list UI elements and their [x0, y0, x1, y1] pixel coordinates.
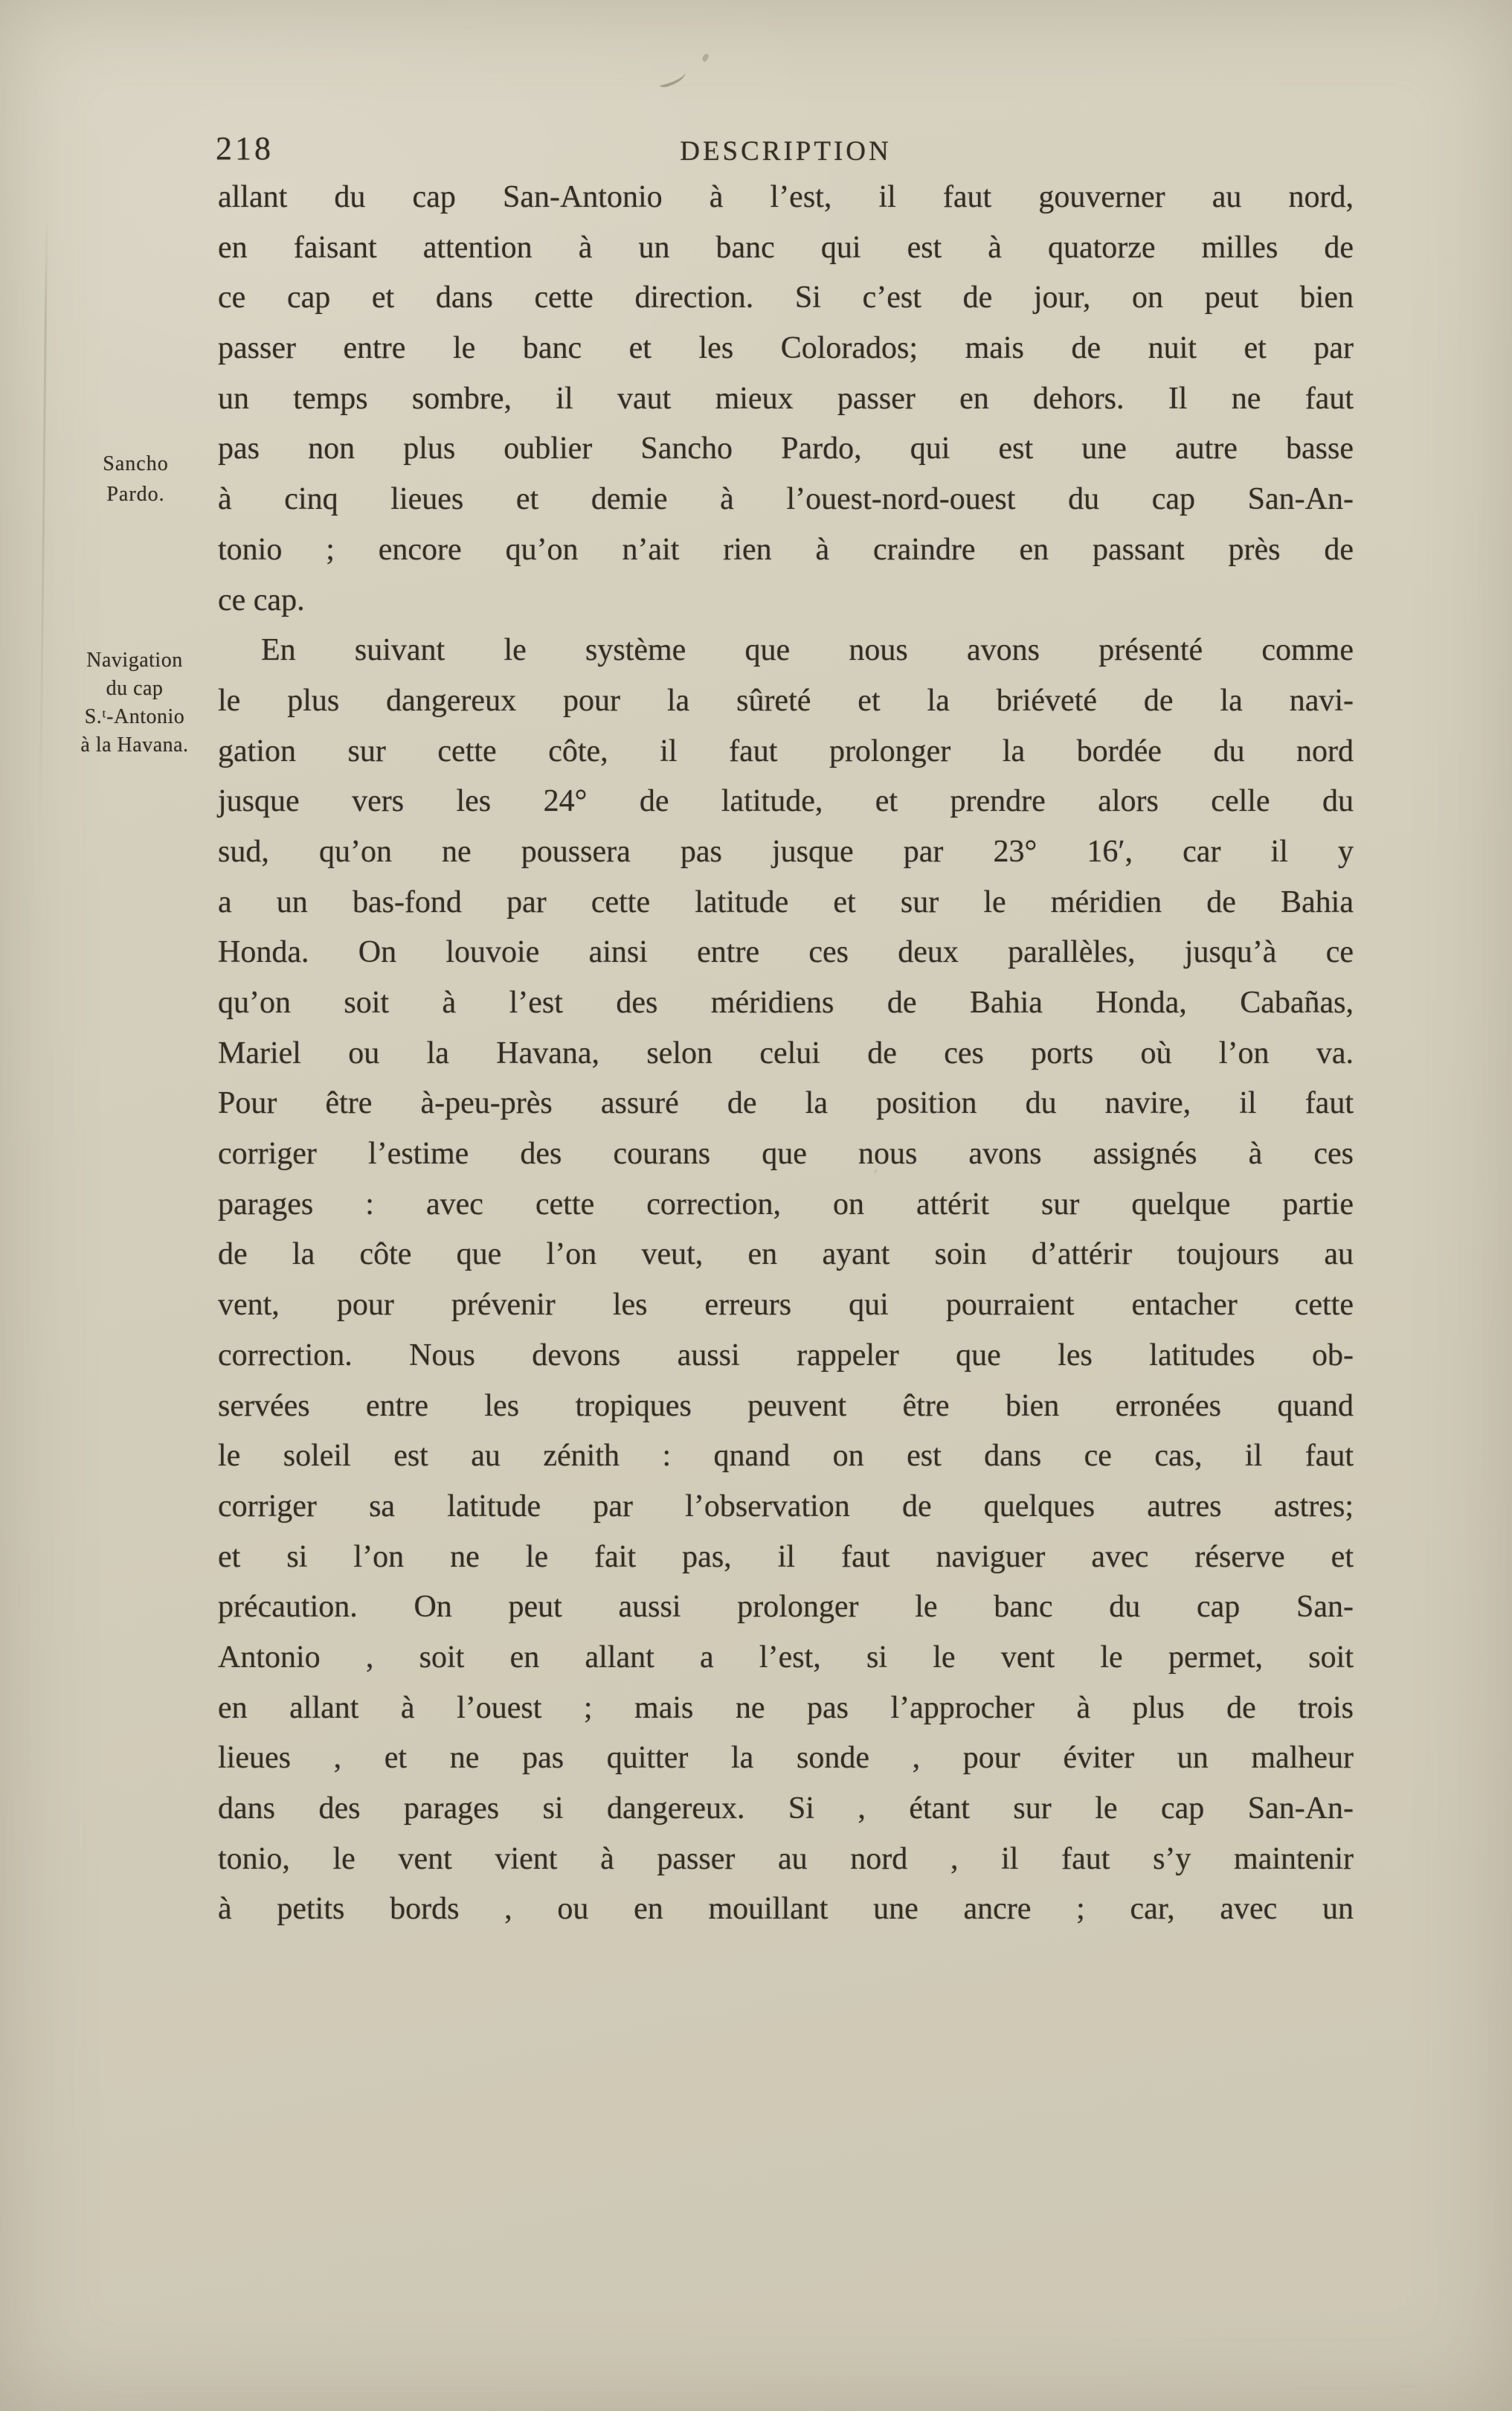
- body-text-line: correction. Nous devons aussi rappeler que les latitudes ob-: [218, 1338, 1354, 1373]
- body-text-line: tonio, le vent vient à passer au nord , il faut s’y maintenir: [218, 1841, 1354, 1876]
- scan-speck: [701, 53, 710, 62]
- body-text-line: à cinq lieues et demie à l’ouest-nord-ouest du cap San-An-: [218, 482, 1354, 517]
- margin-note-line: du cap: [106, 677, 164, 700]
- body-text-line: pas non plus oublier Sancho Pardo, qui est une autre basse: [218, 431, 1354, 466]
- body-text-line: en allant à l’ouest ; mais ne pas l’approcher à plus de trois: [218, 1690, 1354, 1725]
- body-text-line: allant du cap San-Antonio à l’est, il faut gouverner au nord,: [218, 180, 1354, 214]
- body-text-line: sud, qu’on ne poussera pas jusque par 23° 16′, car il y: [218, 834, 1354, 869]
- body-text-line: le plus dangereux pour la sûreté et la briéveté de la navi-: [218, 683, 1354, 718]
- margin-note-line: Navigation: [86, 649, 183, 672]
- page-number: 218: [216, 130, 274, 167]
- margin-note-line: S.ᵗ-Antonio: [84, 705, 185, 728]
- body-text-line: parages : avec cette correction, on attérit sur quelque partie: [218, 1187, 1354, 1221]
- margin-note-sancho-pardo: [41, 449, 231, 510]
- body-text-line: en faisant attention à un banc qui est à quatorze milles de: [218, 230, 1354, 265]
- body-text-line: dans des parages si dangereux. Si , étant sur le cap San-An-: [218, 1791, 1354, 1826]
- body-text-line: Antonio , soit en allant a l’est, si le vent le permet, soit: [218, 1640, 1354, 1675]
- body-text-line: jusque vers les 24° de latitude, et prendre alors celle du: [218, 784, 1354, 819]
- body-text-line: un temps sombre, il vaut mieux passer en dehors. Il ne faut: [218, 381, 1354, 416]
- margin-note-navigation-cap: [31, 646, 238, 760]
- body-text-line: servées entre les tropiques peuvent être bien erronées quand: [218, 1388, 1354, 1423]
- body-text-line: corriger l’estime des courans que nous avons assignés à ces: [218, 1137, 1354, 1172]
- body-text-line: Honda. On louvoie ainsi entre ces deux parallèles, jusqu’à ce: [218, 935, 1354, 970]
- body-text-line: de la côte que l’on veut, en ayant soin d’attérir toujours au: [218, 1237, 1354, 1272]
- body-text-line: Mariel ou la Havana, selon celui de ces ports où l’on va.: [218, 1036, 1354, 1070]
- margin-note-line: Pardo.: [106, 483, 165, 506]
- body-text-line: passer entre le banc et les Colorados; mais de nuit et par: [218, 331, 1354, 366]
- body-text-line: ce cap.: [218, 582, 305, 617]
- body-text-line: à petits bords , ou en mouillant une ancre ; car, avec un: [218, 1892, 1354, 1927]
- body-text-line: En suivant le système que nous avons présenté comme: [261, 633, 1354, 668]
- margin-note-line: Sancho: [103, 452, 169, 475]
- body-text-line: lieues , et ne pas quitter la sonde , pour éviter un malheur: [218, 1741, 1354, 1776]
- running-head: DESCRIPTION: [680, 136, 892, 167]
- body-text-line: gation sur cette côte, il faut prolonger la bordée du nord: [218, 733, 1354, 768]
- body-text-line: le soleil est au zénith : qnand on est dans ce cas, il faut: [218, 1439, 1354, 1474]
- margin-note-line: à la Havana.: [80, 733, 189, 757]
- body-text-line: vent, pour prévenir les erreurs qui pourraient entacher cette: [218, 1288, 1354, 1323]
- scan-scratch-mark: [657, 69, 687, 89]
- body-text-line: et si l’on ne le fait pas, il faut naviguer avec réserve et: [218, 1539, 1354, 1574]
- body-text-line: corriger sa latitude par l’observation de quelques autres astres;: [218, 1489, 1354, 1524]
- body-text-line: qu’on soit à l’est des méridiens de Bahia Honda, Cabañas,: [218, 986, 1354, 1020]
- body-text-column: [218, 173, 1354, 1935]
- body-text-line: ce cap et dans cette direction. Si c’est de jour, on peut bien: [218, 280, 1354, 315]
- body-text-line: a un bas-fond par cette latitude et sur le méridien de Bahia: [218, 885, 1354, 919]
- body-text-line: Pour être à-peu-près assuré de la position du navire, il faut: [218, 1086, 1354, 1121]
- body-text-line: précaution. On peut aussi prolonger le banc du cap San-: [218, 1590, 1354, 1625]
- body-text-line: tonio ; encore qu’on n’ait rien à craindre en passant près de: [218, 532, 1354, 567]
